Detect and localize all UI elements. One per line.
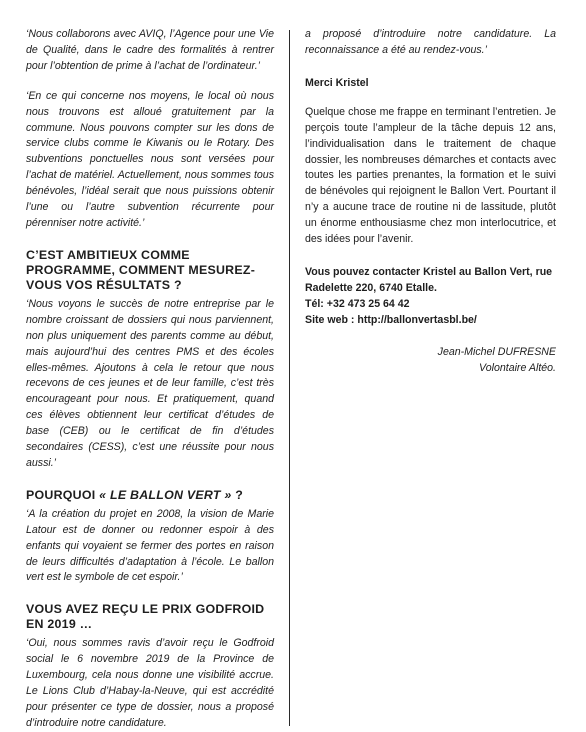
left-column xyxy=(26,0,274,732)
contact-website[interactable]: Site web : http://ballonvertasbl.be/ xyxy=(305,313,477,326)
author-name: Jean-Michel DUFRESNE xyxy=(437,345,556,358)
contact-phone: Tél: +32 473 25 64 42 xyxy=(305,297,410,310)
paragraph-candidature-continued: a proposé d’introduire notre candidature. La reconnaissance a été au rendez-vous.’ xyxy=(305,28,556,56)
heading-results: C’EST AMBITIEUX COMME PROGRAMME, COMMENT MESUREZ-VOUS VOS RÉSULTATS ? xyxy=(26,247,256,292)
contact-address: Vous pouvez contacter Kristel au Ballon Vert, rue Radelette 220, 6740 Etalle. xyxy=(305,265,553,294)
heading-ballon-vert-title: « LE BALLON VERT » xyxy=(99,487,232,502)
paragraph-prix-godfroid: ‘Oui, nous sommes ravis d’avoir reçu le Godfroid social le 6 novembre 2019 de la Province de Luxembourg, cela nous donne une visibilité accrue. Le Lions Club d’Habay-la-Neuve, qui est accrédité pour présenter ce type de dossier, nous a proposé d’introduire notre candidature. xyxy=(26,637,274,729)
heading-ballon-vert-prefix: POURQUOI xyxy=(26,487,100,502)
heading-prix-godfroid: VOUS AVEZ REÇU LE PRIX GODFROID EN 2019 … xyxy=(26,602,265,632)
heading-merci-kristel: Merci Kristel xyxy=(305,76,369,89)
column-divider xyxy=(289,30,290,726)
paragraph-funding: ‘En ce qui concerne nos moyens, le local où nous nous trouvons est alloué gratuitement par la commune. Nous pouvons compter sur les dons de service clubs comme le Kiwanis ou le Rotary. Des subventions ponctuelles nous sont versées pour l’achat de matériel. Actuellement, nous sommes tous bénévoles, l’idéal serait que nous puissions obtenir l’une ou l’autre subvention récurrente pour pérenniser notre activité.’ xyxy=(26,89,274,229)
paragraph-aviq: ‘Nous collaborons avec AVIQ, l’Agence pour une Vie de Qualité, dans le cadre des formalités à rentrer pour l’obtention de prime à l’achat de l’ordinateur.’ xyxy=(26,28,274,72)
heading-ballon-vert-suffix: ? xyxy=(231,487,244,502)
paragraph-conclusion: Quelque chose me frappe en terminant l’entretien. Je perçois toute l’ampleur de la tâche depuis 12 ans, l’individualisation dans le traitement de chaque dossier, les nombreuses démarches et contacts avec toutes les parties prenantes, la formation et le suivi de bénévoles qui rejoignent le Ballon Vert. Pourtant il n’y a aucune trace de routine ni de lassitude, plutôt un énorme enthousiasme chez mon interlocutrice, et des idées pour l’avenir. xyxy=(305,105,556,246)
author-role: Volontaire Altéo. xyxy=(479,361,556,374)
right-column xyxy=(305,0,556,376)
paragraph-ballon-vert: ‘A la création du projet en 2008, la vision de Marie Latour est de donner ou redonner espoir à des enfants qui voyaient se fermer des portes en raison de leurs difficultés d’adaptation à l’école. Le ballon vert est le symbole de cet espoir.’ xyxy=(26,507,274,584)
paragraph-results: ‘Nous voyons le succès de notre entreprise par le nombre croissant de dossiers qui nous parviennent, non plus uniquement des parents comme au début, mais aujourd’hui des centres PMS et des écoles elles-mêmes. Ajoutons à cela le retour que nous recevons de ces jeunes et de leur famille, c’est très encourageant pour nous. Et pratiquement, quand ces élèves obtiennent leur certificat d’études de base (CEB) ou le certificat de fin d’études secondaires (CESS), c’est une réussite pour nous aussi.’ xyxy=(26,297,274,469)
heading-ballon-vert xyxy=(26,488,274,503)
